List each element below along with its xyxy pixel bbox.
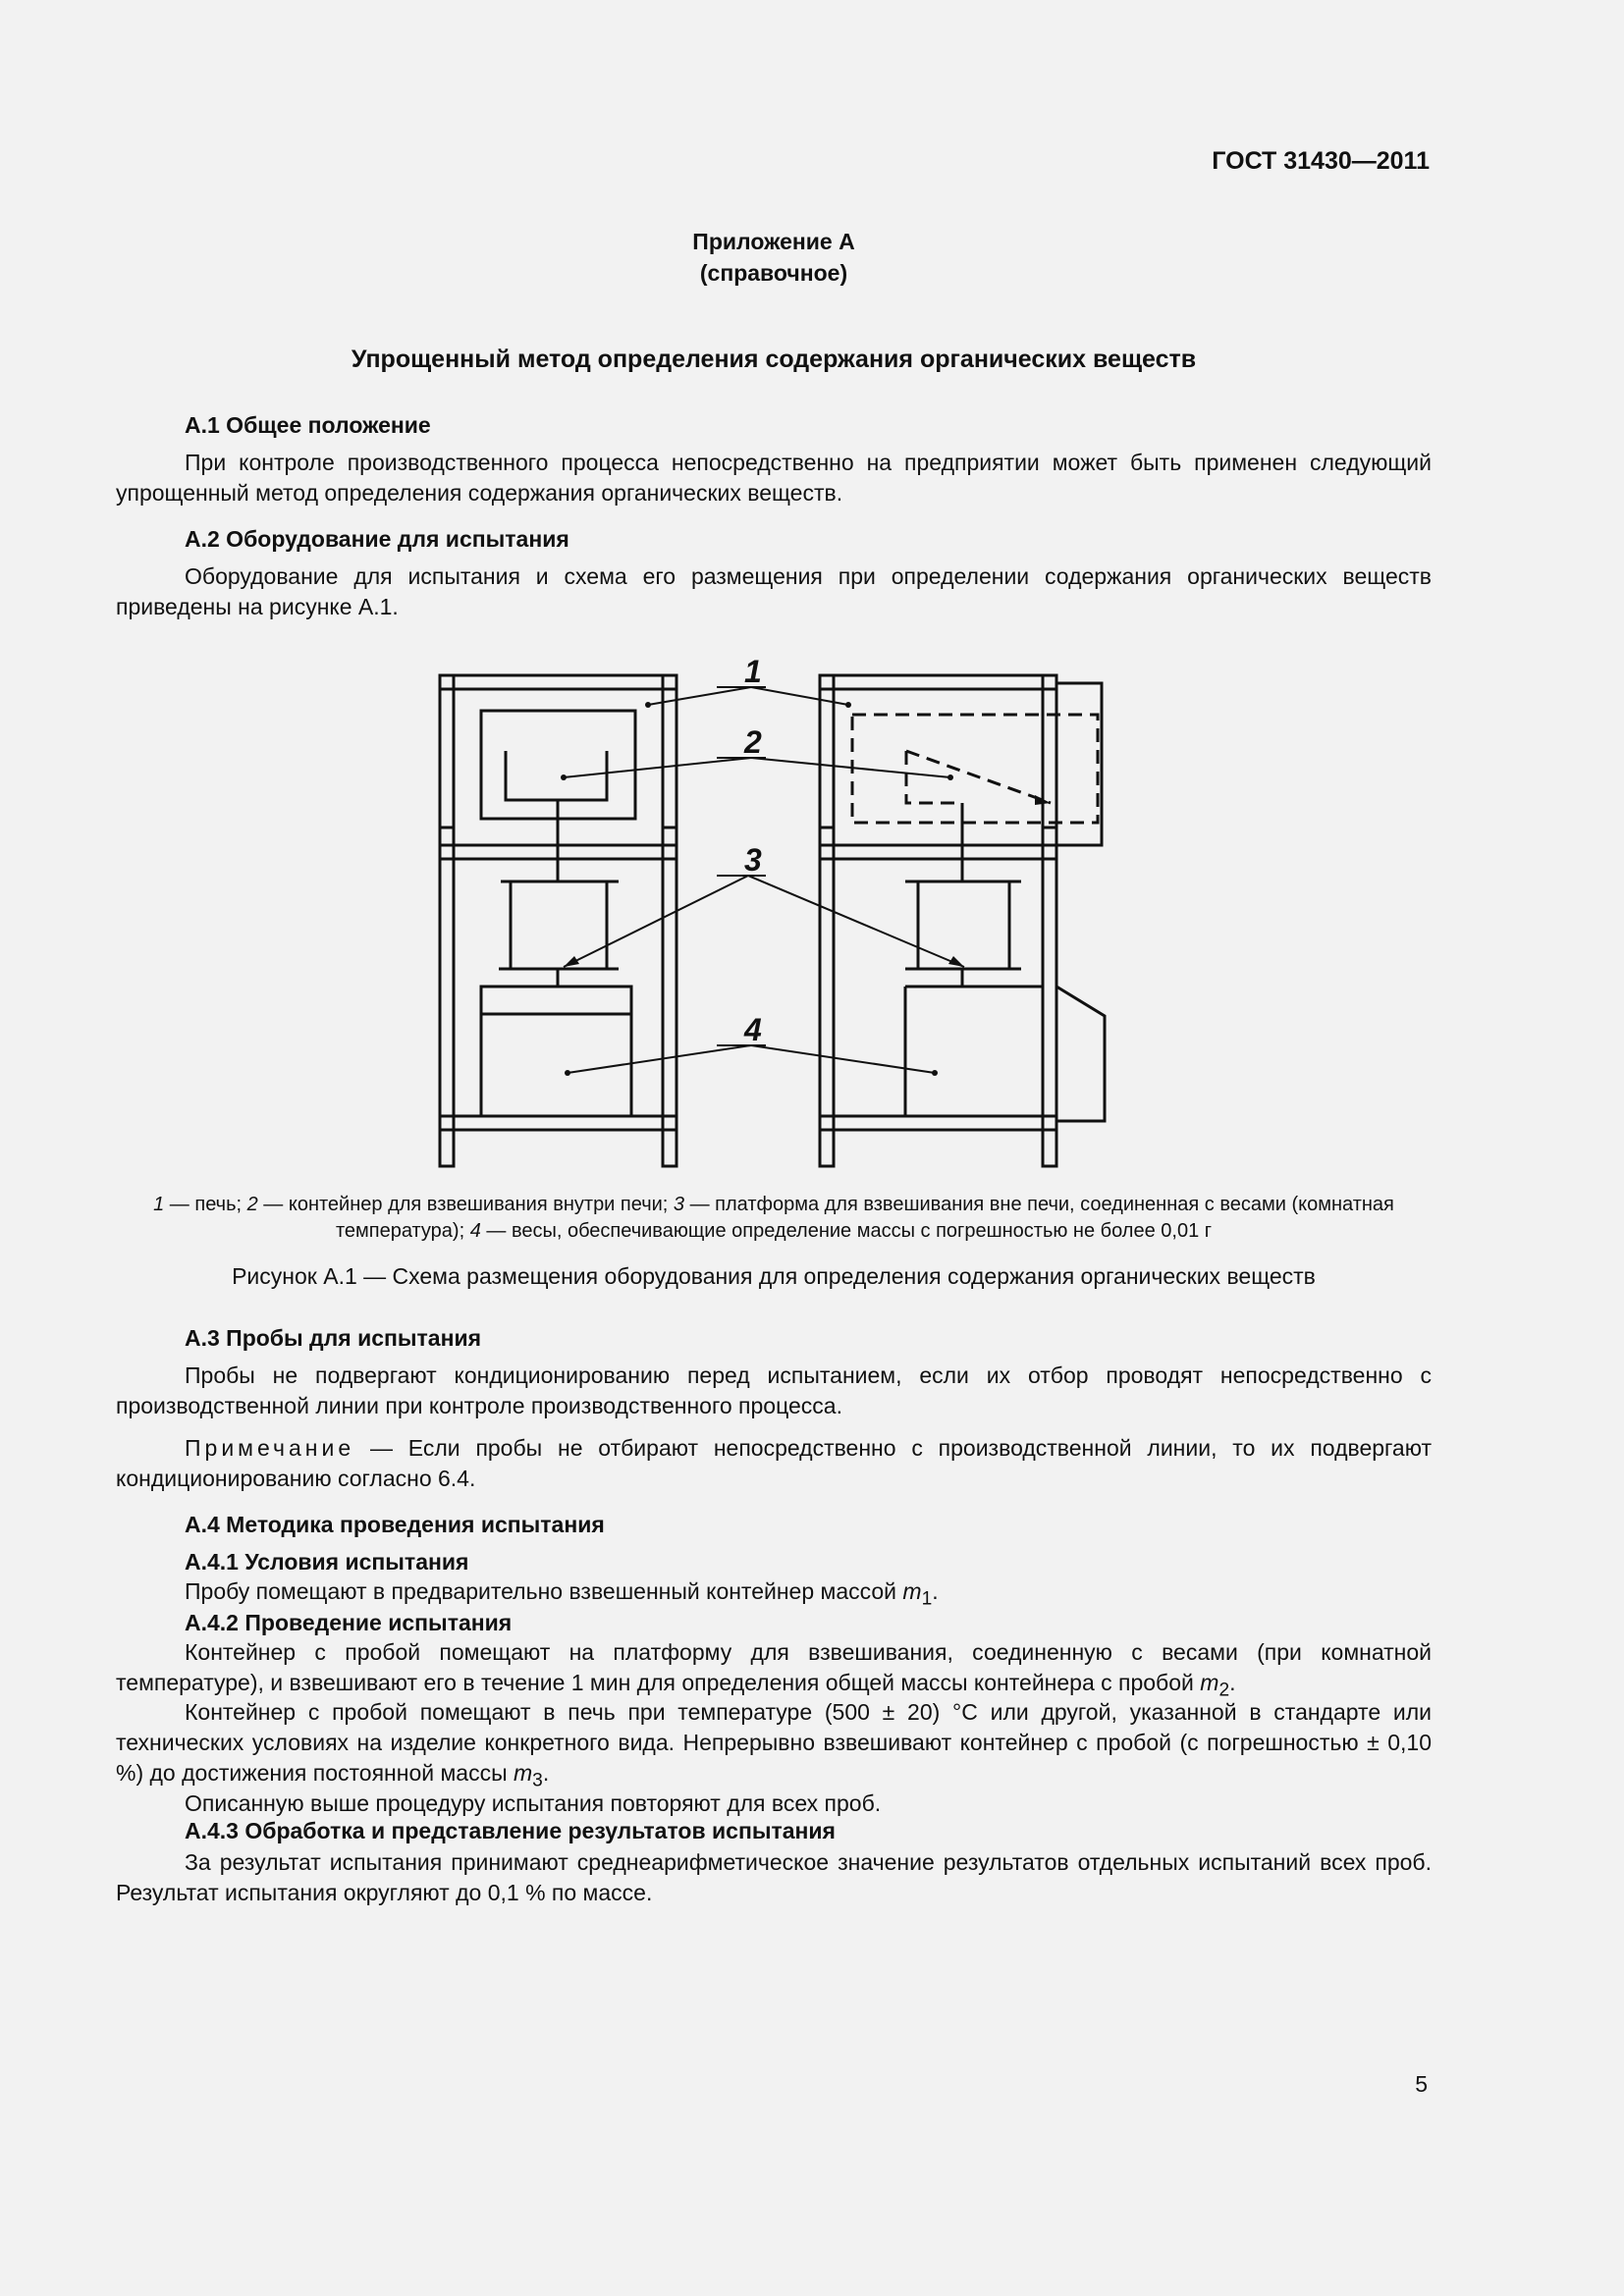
right-scales — [905, 987, 1043, 1116]
mass-symbol: m — [902, 1578, 922, 1604]
right-furnace-chamber — [852, 715, 1098, 823]
left-unit — [440, 675, 677, 1166]
section-a1-heading: А.1 Общее положение — [185, 412, 431, 438]
annex-heading — [116, 226, 1432, 289]
section-a42-heading: А.4.2 Проведение испытания — [185, 1610, 513, 1635]
section-a42-p1 — [116, 1637, 1432, 1706]
mass-subscript: 3 — [532, 1770, 543, 1791]
right-side-panel — [1056, 987, 1105, 1121]
section-a43-heading: А.4.3 Обработка и представление результатов испытания — [185, 1818, 836, 1843]
legend-number-3: 3 — [673, 1194, 685, 1215]
a42-p2-text: Контейнер с пробой помещают в печь при температуре (500 ± 20) °С или другой, указанной в стандарте или технических условиях на изделие конкретного вида. Непрерывно взвешивают контейнер с пробой (с погрешностью ± 0,10 %) до достижения постоянной массы — [116, 1699, 1432, 1786]
a42-p1-text: Контейнер с пробой помещают на платформу для взвешивания, соединенную с весами (при комнатной температуре), и взвешивают его в течение 1 мин для определения общей массы контейнера с пробой — [116, 1639, 1432, 1695]
figure-caption: Рисунок А.1 — Схема размещения оборудования для определения содержания органических веществ — [232, 1263, 1316, 1289]
section-a41-heading: А.4.1 Условия испытания — [185, 1549, 469, 1575]
note-text: — Если пробы не отбирают непосредственно с производственной линии, то их подвергают кондиционированию согласно 6.4. — [116, 1435, 1432, 1491]
section-a1-text: При контроле производственного процесса непосредственно на предприятии может быть применен следующий упрощенный метод определения содержания органических веществ. — [116, 450, 1432, 506]
section-a42-p3: Описанную выше процедуру испытания повторяют для всех проб. — [185, 1790, 882, 1816]
legend-text-2: — контейнер для взвешивания внутри печи; — [257, 1194, 674, 1215]
a42-p2-dot: . — [542, 1760, 550, 1786]
legend-number-1: 1 — [153, 1194, 165, 1215]
mass-subscript: 1 — [921, 1588, 933, 1610]
annex-title: Приложение А — [692, 229, 855, 254]
legend-text-1: — печь; — [164, 1194, 247, 1215]
a42-p1-dot: . — [1229, 1670, 1236, 1695]
legend-text-3: — платформа для взвешивания вне печи, соединенная с весами (комнатная температура); — [335, 1194, 1394, 1242]
section-a2-heading: А.2 Оборудование для испытания — [185, 526, 569, 552]
section-a3-note — [116, 1433, 1432, 1494]
left-scales — [481, 987, 631, 1116]
mass-symbol: m — [1200, 1670, 1219, 1695]
section-a4-heading: А.4 Методика проведения испытания — [185, 1512, 605, 1537]
page-number: 5 — [1415, 2071, 1428, 2097]
diagram-label-1: 1 — [744, 654, 762, 689]
section-a43-text: За результат испытания принимают среднеарифметическое значение результатов отдельных испытаний всех проб. Результат испытания округляют до 0,1 % по массе. — [116, 1849, 1432, 1905]
standard-designation: ГОСТ 31430—2011 — [1212, 147, 1430, 175]
mass-symbol: m — [514, 1760, 533, 1786]
section-a42-p2 — [116, 1697, 1432, 1796]
diagram-label-2: 2 — [744, 724, 762, 760]
legend-text-4: — весы, обеспечивающие определение массы с погрешностью не более 0,01 г — [480, 1220, 1213, 1242]
right-furnace-box — [1056, 683, 1102, 845]
a41-text: Пробу помещают в предварительно взвешенный контейнер массой — [185, 1578, 903, 1604]
section-a3-heading: А.3 Пробы для испытания — [185, 1325, 482, 1351]
right-unit — [820, 675, 1105, 1166]
page-title: Упрощенный метод определения содержания органических веществ — [351, 346, 1197, 373]
diagram-label-4: 4 — [744, 1012, 762, 1047]
right-container — [906, 751, 1051, 803]
mass-subscript: 2 — [1218, 1680, 1230, 1701]
legend-number-4: 4 — [469, 1220, 481, 1242]
a41-dot: . — [932, 1578, 939, 1604]
legend-number-2: 2 — [246, 1194, 258, 1215]
annex-type: (справочное) — [699, 260, 848, 286]
note-label: Примечание — [185, 1435, 355, 1461]
equipment-diagram — [432, 648, 1119, 1178]
section-a3-text: Пробы не подвергают кондиционированию перед испытанием, если их отбор проводят непосредственно с производственной линии при контроле производственного процесса. — [116, 1362, 1432, 1418]
section-a41-text — [185, 1576, 939, 1615]
diagram-label-3: 3 — [744, 842, 762, 878]
section-a2-text: Оборудование для испытания и схема его размещения при определении содержания органических веществ приведены на рисунке А.1. — [116, 563, 1432, 619]
figure-legend — [116, 1192, 1432, 1245]
